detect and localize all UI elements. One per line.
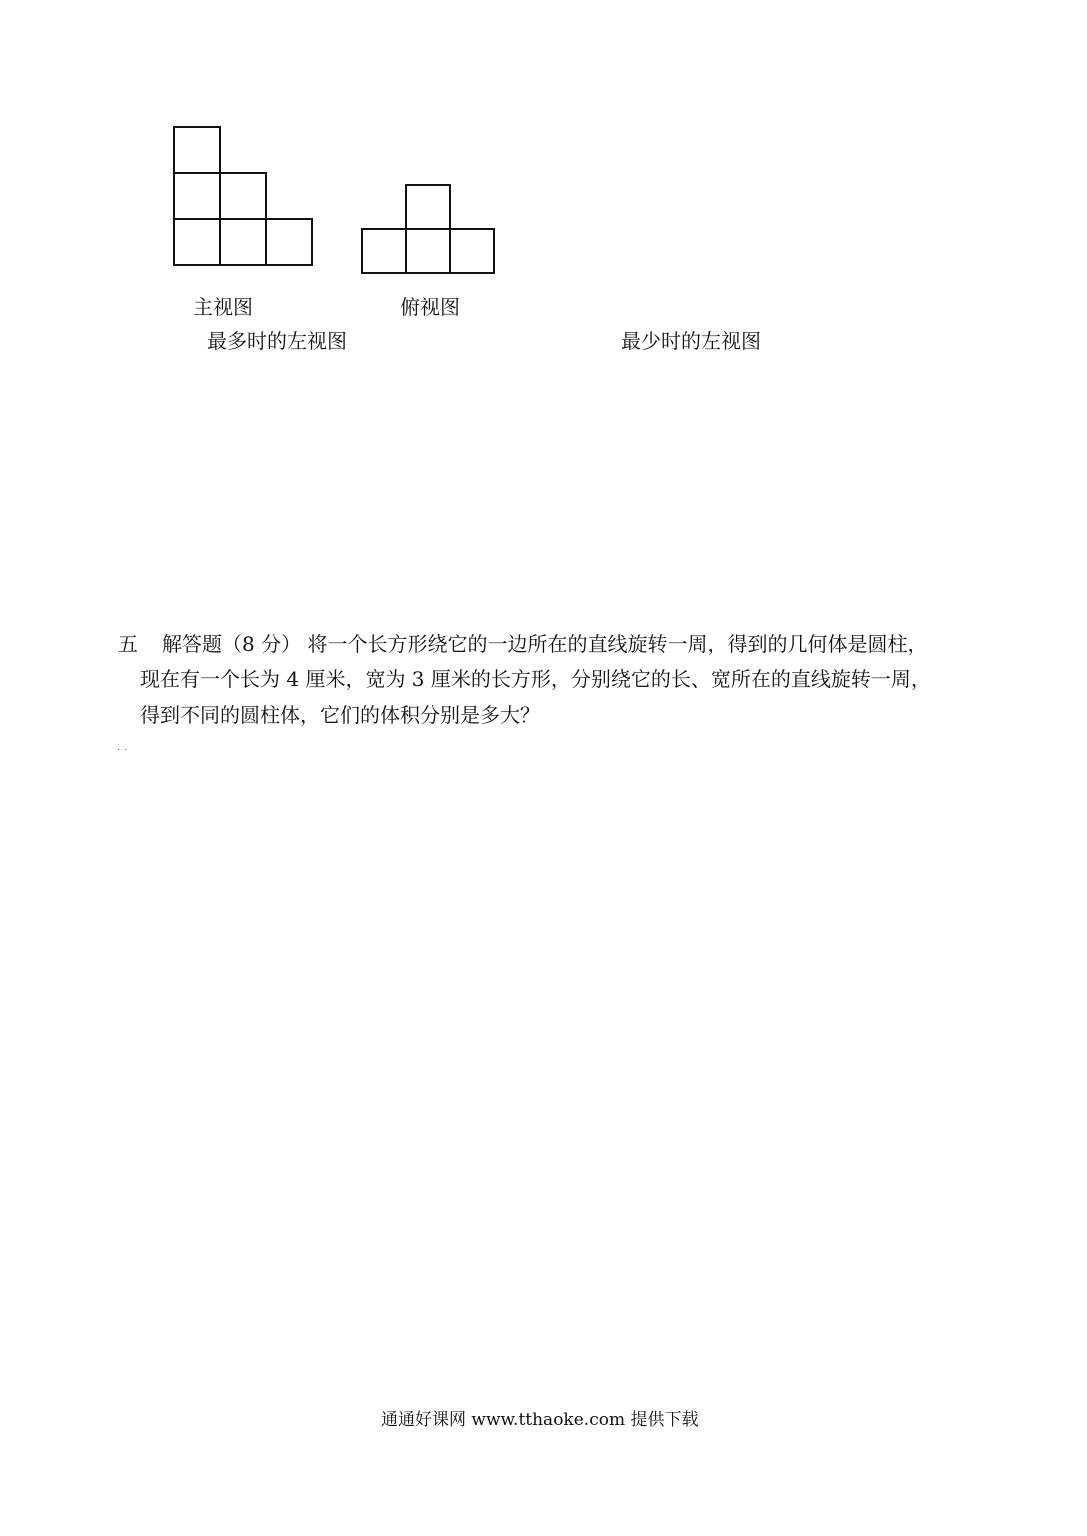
main-view-cell <box>266 219 312 265</box>
question-number: 五 <box>118 632 138 656</box>
left-view-min-label: 最少时的左视图 <box>621 329 761 353</box>
question-line-1: 解答题（8 分） 将一个长方形绕它的一边所在的直线旋转一周，得到的几何体是圆柱， <box>162 632 928 656</box>
main-view-cell <box>174 173 220 219</box>
main-view-label: 主视图 <box>193 295 253 319</box>
top-view-cell <box>362 229 406 273</box>
question-line-3: 得到不同的圆柱体，它们的体积分别是多大？ <box>140 703 540 727</box>
top-view-cell <box>406 229 450 273</box>
main-view-cell <box>220 173 266 219</box>
page-footer: 通通好课网 www.tthaoke.com 提供下载 <box>381 1410 699 1430</box>
main-view-cell <box>220 219 266 265</box>
stray-dots: ·· <box>117 745 132 756</box>
top-view-cell <box>450 229 494 273</box>
top-view-label: 俯视图 <box>400 295 460 319</box>
top-view-cell <box>406 185 450 229</box>
main-view-cell <box>174 219 220 265</box>
main-view-figure <box>172 126 314 268</box>
left-view-max-label: 最多时的左视图 <box>207 329 347 353</box>
main-view-cell <box>174 127 220 173</box>
top-view-figure <box>360 184 496 276</box>
question-line-2: 现在有一个长为 4 厘米，宽为 3 厘米的长方形，分别绕它的长、宽所在的直线旋转一周， <box>140 667 931 691</box>
